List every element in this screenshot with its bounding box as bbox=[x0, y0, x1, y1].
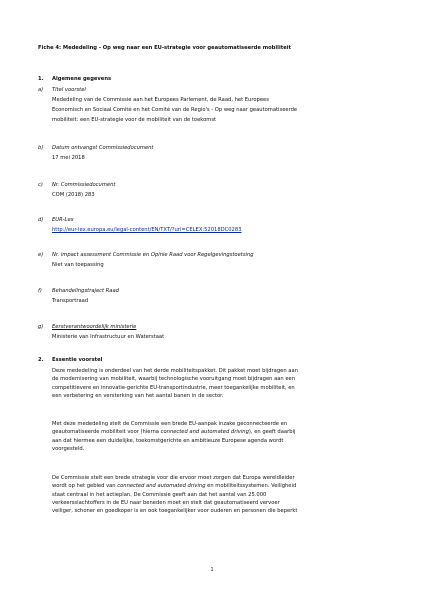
item-a-value-line-1: Mededeling van de Commissie aan het Europees Parlement, de Raad, het Europees bbox=[52, 97, 269, 103]
item-a-label-row bbox=[38, 86, 86, 94]
section-heading-algemene-gegevens bbox=[38, 75, 111, 83]
item-b-label-row bbox=[38, 144, 153, 152]
section-title: Algemene gegevens bbox=[52, 76, 112, 82]
paragraph-line: verkeersslachtoffers in de EU naar beneden moet en stelt dat geautomatiseerd vervoer bbox=[52, 499, 280, 506]
item-e-value: Niet van toepassing bbox=[52, 262, 104, 268]
item-c-label-row bbox=[38, 181, 115, 189]
item-e-label-row bbox=[38, 251, 254, 259]
paragraph-line bbox=[52, 482, 392, 490]
section-title: Essentie voorstel bbox=[52, 357, 103, 363]
item-f-label-row bbox=[38, 287, 119, 295]
item-letter: e) bbox=[38, 252, 44, 258]
section-heading-essentie-voorstel bbox=[38, 356, 102, 364]
item-a-value-line-3: mobiliteit: een EU-strategie voor de mobiliteit van de toekomst bbox=[52, 117, 217, 123]
item-label: Titel voorstel bbox=[52, 87, 86, 93]
item-letter: f) bbox=[38, 288, 42, 294]
eur-lex-link[interactable]: http://eur-lex.europa.eu/legal-content/EN/TXT/?uri=CELEX:52018DC0283 bbox=[52, 227, 242, 233]
item-d-label-row bbox=[38, 216, 74, 224]
text-run: en mobiliteitssystemen. Veiligheid bbox=[205, 483, 297, 490]
paragraph-line: staat centraal in het actieplan. De Commissie geeft aan dat het aantal van 25.000 bbox=[52, 491, 267, 498]
paragraph-line: voorgesteld. bbox=[52, 445, 85, 452]
paragraph-line bbox=[52, 428, 392, 436]
paragraph-line: aan dat hiermee een duidelijke, toekomstgerichte en ambitieuze Europese agenda wordt bbox=[52, 437, 284, 444]
text-run: wordt op het gebied van bbox=[52, 483, 118, 490]
text-run: ), en geeft daarbij bbox=[248, 429, 296, 436]
item-label: EUR-Lex bbox=[52, 217, 74, 223]
item-label: Eerstverantwoordelijk ministerie bbox=[52, 324, 137, 330]
paragraph-line: Met deze mededeling stelt de Commissie een brede EU-aanpak inzake geconnecteerde en bbox=[52, 421, 288, 427]
paragraph-line: veiliger, schoner en goedkoper is en ook toegankelijker voor ouderen en personen die beperkt bbox=[52, 508, 298, 515]
paragraph-line: De Commissie stelt een brede strategie voor die ervoor moet zorgen dat Europa wereldleider bbox=[52, 475, 295, 481]
paragraph-line: een verbetering en versterking van het aantal banen in de sector. bbox=[52, 392, 224, 399]
document-title: Fiche 4: Mededeling - Op weg naar een EU-strategie voor geautomatiseerde mobiliteit bbox=[38, 45, 291, 51]
paragraph-3 bbox=[52, 474, 392, 515]
paragraph-line: Deze mededeling is onderdeel van het derde mobiliteitspakket. Dit pakket moet bijdragen aan bbox=[52, 368, 298, 374]
item-label: Nr. Commissiedocument bbox=[52, 182, 116, 188]
item-g-label-row bbox=[38, 323, 136, 331]
section-number: 1. bbox=[38, 76, 44, 82]
text-run-italic: connected and automated driving bbox=[160, 429, 249, 436]
item-c-value: COM (2018) 283 bbox=[52, 192, 95, 198]
section-number: 2. bbox=[38, 357, 44, 363]
text-run: geautomatiseerde mobiliteit voor (hierna bbox=[52, 429, 161, 436]
item-letter: d) bbox=[38, 217, 44, 223]
item-label: Nr. impact assessment Commissie en Opinie Raad voor Regelgevingstoetsing bbox=[52, 252, 254, 258]
paragraph-line: competitievere en innovatie-gerichte EU-transportindustrie, meer toegankelijke mobiliteit, en bbox=[52, 384, 295, 391]
item-g-value: Ministerie van Infrastructuur en Waterstaat bbox=[52, 334, 165, 340]
item-label: Datum ontvangst Commissiedocument bbox=[52, 145, 154, 151]
item-letter: b) bbox=[38, 145, 44, 151]
item-b-value: 17 mei 2018 bbox=[52, 155, 85, 161]
item-label: Behandelingstraject Raad bbox=[52, 288, 119, 294]
text-run-italic: connected and automated driving bbox=[117, 483, 206, 490]
paragraph-2 bbox=[52, 420, 392, 453]
paragraph-line: de modernisering van mobiliteit, waarbij technologische vooruitgang moet bijdragen aan een bbox=[52, 376, 296, 383]
paragraph-1 bbox=[52, 367, 392, 400]
item-letter: a) bbox=[38, 87, 44, 93]
item-letter: g) bbox=[38, 324, 44, 330]
item-letter: c) bbox=[38, 182, 43, 188]
item-f-value: Transportraad bbox=[52, 298, 89, 304]
page-number: 1 bbox=[210, 568, 214, 573]
item-a-value-line-2: Economisch en Sociaal Comité en het Comité van de Regio's - Op weg naar geautomatiseerde bbox=[52, 107, 298, 113]
